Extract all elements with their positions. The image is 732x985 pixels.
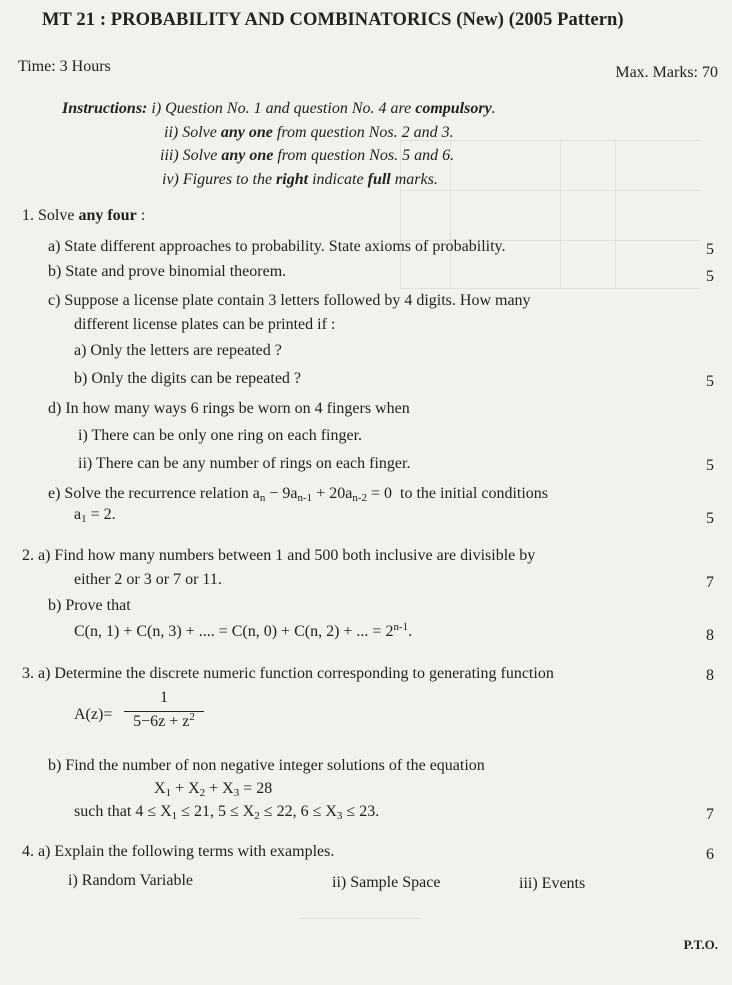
q3-b-equation: $X_1 + X_2 + X_3 = 28$	[154, 780, 273, 799]
q4-a-marks: 6	[706, 846, 714, 863]
q2-a-marks: 7	[706, 574, 714, 591]
q2-b-marks: 8	[706, 627, 714, 644]
q1-e-marks: 5	[706, 510, 714, 527]
q1-b-marks: 5	[706, 268, 714, 285]
q1-d-marks: 5	[706, 457, 714, 474]
q2-b-text: b) Prove that	[48, 597, 131, 614]
instruction-ii: ii) Solve any one from question Nos. 2 and 3.	[164, 124, 454, 141]
q3-a-text: 3. a) Determine the discrete numeric function corresponding to generating function	[22, 665, 554, 682]
q1-d-text: d) In how many ways 6 rings be worn on 4 fingers when	[48, 400, 410, 417]
q1-a-text: a) State different approaches to probability. State axioms of probability.	[48, 238, 506, 255]
q2-b-formula: C(n, 1) + C(n, 3) + .... = C(n, 0) + C(n, 2) + ... = $2^{n-1}$.	[74, 621, 413, 640]
instruction-i: Instructions: i) Question No. 1 and question No. 4 are compulsory.	[62, 100, 496, 117]
q4-term-random-variable: i) Random Variable	[68, 872, 194, 889]
q1-c-marks: 5	[706, 373, 714, 390]
q1-b-text: b) State and prove binomial theorem.	[48, 263, 287, 280]
q4-term-sample-space: ii) Sample Space	[332, 874, 441, 891]
q1-d-sub-ii: ii) There can be any number of rings on each finger.	[78, 455, 411, 472]
q2-a-text-1: 2. a) Find how many numbers between 1 and 500 both inclusive are divisible by	[22, 547, 536, 564]
q4-a-text: 4. a) Explain the following terms with examples.	[22, 843, 335, 860]
q1-c-sub-a: a) Only the letters are repeated ?	[74, 342, 282, 359]
q3-b-constraints: such that $4 \le X_1 \le 21$, $5 \le X_2 \le 22$, $6 \le X_3 \le 23$.	[74, 803, 380, 822]
exam-time: Time: 3 Hours	[18, 58, 111, 75]
instruction-iii: iii) Solve any one from question Nos. 5 and 6.	[160, 147, 455, 164]
q3-a-fraction	[124, 689, 204, 737]
question-1-stem: 1. Solve any four :	[22, 207, 146, 224]
max-marks: Max. Marks: 70	[615, 64, 718, 81]
q3-b-marks: 7	[706, 806, 714, 823]
q1-e-text: e) Solve the recurrence relation $a_n - 9a_{n-1} + 20a_{n-2} = 0$ to the initial conditions	[48, 485, 548, 504]
q1-c-text-2: different license plates can be printed if :	[74, 316, 336, 333]
q1-d-sub-i: i) There can be only one ring on each finger.	[78, 427, 363, 444]
q3-a-marks: 8	[706, 667, 714, 684]
q2-a-text-2: either 2 or 3 or 7 or 11.	[74, 571, 222, 588]
q3-b-text: b) Find the number of non negative integer solutions of the equation	[48, 757, 485, 774]
exam-title: MT 21 : PROBABILITY AND COMBINATORICS (New) (2005 Pattern)	[42, 10, 624, 30]
q1-c-sub-b: b) Only the digits can be repeated ?	[74, 370, 302, 387]
fraction-numerator: 1	[160, 689, 168, 706]
q1-c-text-1: c) Suppose a license plate contain 3 letters followed by 4 digits. How many	[48, 292, 531, 309]
q3-a-function-label: A(z)=	[74, 706, 113, 723]
fraction-denominator: $5-6z + z^2$	[133, 711, 195, 730]
q1-a-marks: 5	[706, 241, 714, 258]
pto-label: P.T.O.	[683, 937, 718, 952]
q4-term-events: iii) Events	[519, 875, 586, 892]
q1-e-condition: $a_1 = 2$.	[74, 506, 116, 525]
instruction-iv: iv) Figures to the right indicate full marks.	[162, 171, 438, 188]
